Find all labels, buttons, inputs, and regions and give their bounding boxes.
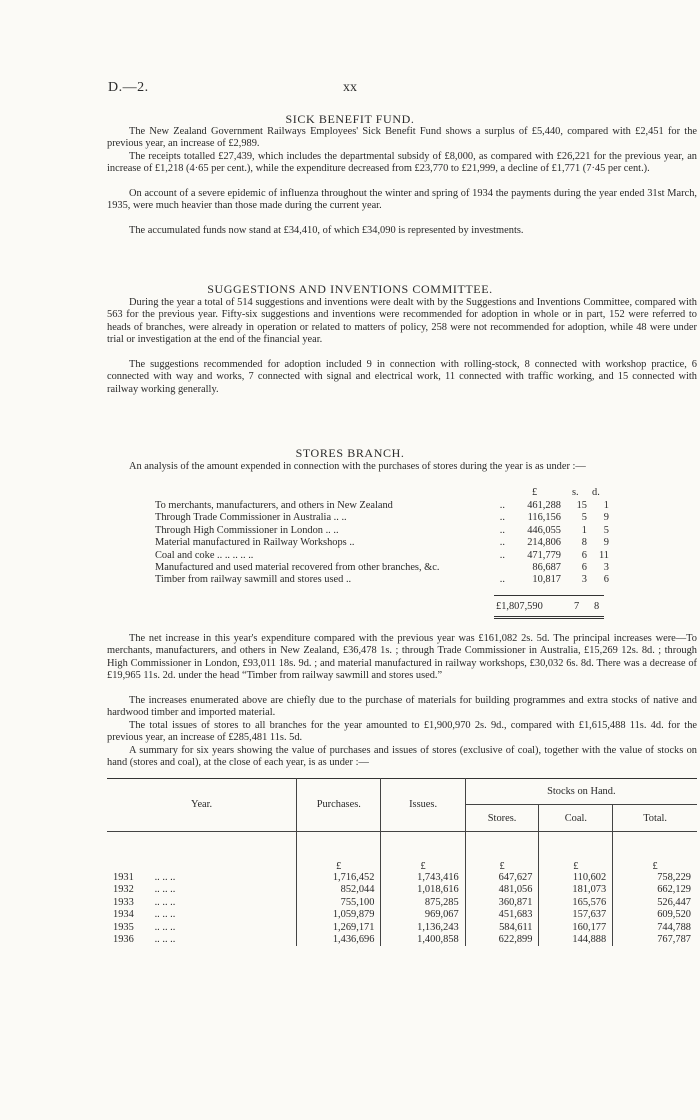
stores-row-leader: .. xyxy=(499,500,505,511)
year-header: Year. xyxy=(190,799,213,810)
coal-cell: 181,073 xyxy=(539,884,613,896)
stores-row-pounds: 446,055 xyxy=(527,524,561,536)
total-cell: 744,788 xyxy=(613,922,697,934)
stores-heading: STORES BRANCH. xyxy=(295,446,405,460)
coal-cell: 110,602 xyxy=(539,872,613,884)
total-rule-bottom-1 xyxy=(494,616,604,617)
purchases-header: Purchases. xyxy=(297,778,381,832)
table-row xyxy=(107,884,697,896)
stores-row-shillings: 15 xyxy=(576,500,587,511)
stores-row-shillings: 8 xyxy=(581,537,587,549)
stores-row-pence: 6 xyxy=(603,574,609,586)
page-number: xx xyxy=(343,80,357,95)
coal-cell: 160,177 xyxy=(539,922,613,934)
stores-cell: 622,899 xyxy=(465,934,539,946)
stores-row xyxy=(155,574,609,586)
table-row xyxy=(107,897,697,909)
stores-cell: 481,056 xyxy=(465,884,539,896)
year-cell: 1933 .. .. .. xyxy=(113,896,176,908)
table-row xyxy=(107,922,697,934)
stores-row-shillings: 3 xyxy=(581,574,587,586)
unit-cell: £ xyxy=(381,832,465,873)
table-row xyxy=(107,872,697,884)
stores-row-pounds: 461,288 xyxy=(527,500,561,511)
total-cell: 758,229 xyxy=(613,872,697,884)
stores-row-pence: 1 xyxy=(603,500,609,511)
stores-row-label: Through Trade Commissioner in Australia .. .. xyxy=(155,512,347,524)
purchases-cell: 1,059,879 xyxy=(297,909,381,921)
total-rule-bottom-2 xyxy=(494,618,604,619)
suggestions-paragraph: The suggestions recommended for adoption included 9 in connection with rolling-stock, 8 connected with workshop practice, 6 connected with way and works, 7 connected with signal and electrical work, 11 connected with traffic working, and 15 connected with railway working generally. xyxy=(107,359,697,395)
issues-cell: 1,743,416 xyxy=(381,872,465,884)
stores-row xyxy=(155,512,609,524)
stores-cell: 647,627 xyxy=(465,872,539,884)
issues-cell: 875,285 xyxy=(381,897,465,909)
unit-cell: £ xyxy=(297,832,381,873)
issues-cell: 969,067 xyxy=(381,909,465,921)
sick-benefit-paragraph: The New Zealand Government Railways Employees' Sick Benefit Fund shows a surplus of £5,440, compared with £2,451 for the previous year, an increase of £2,989. xyxy=(107,126,697,150)
stores-row-leader: .. xyxy=(499,537,505,549)
stores-row-shillings: 6 xyxy=(581,561,587,573)
year-cell: 1934 .. .. .. xyxy=(113,909,176,921)
stores-intro: An analysis of the amount expended in connection with the purchases of stores during the year is as under :— xyxy=(129,461,586,472)
total-rule-top xyxy=(494,595,604,596)
purchases-cell: 1,269,171 xyxy=(297,922,381,934)
stores-row-pence: 3 xyxy=(603,561,609,573)
stores-row-pounds: 116,156 xyxy=(527,512,561,524)
total-cell: 609,520 xyxy=(613,909,697,921)
stores-row-label: Through High Commissioner in London .. .. xyxy=(155,524,339,536)
total-cell: 662,129 xyxy=(613,884,697,896)
stores-row xyxy=(155,537,609,549)
table-row xyxy=(107,909,697,921)
sick-benefit-paragraph: The accumulated funds now stand at £34,410, of which £34,090 is represented by investments. xyxy=(129,225,524,236)
total-cell: 526,447 xyxy=(613,897,697,909)
unit-cell: £ xyxy=(613,832,697,873)
stores-paragraph: The increases enumerated above are chiefly due to the purchase of materials for building programmes and extra stocks of native and hardwood timber and imported material. xyxy=(107,695,697,719)
suggestions-heading: SUGGESTIONS AND INVENTIONS COMMITTEE. xyxy=(207,282,493,296)
stores-header: Stores. xyxy=(465,805,539,832)
table-row xyxy=(107,934,697,946)
stores-row-label: Coal and coke .. .. .. .. .. xyxy=(155,549,254,561)
issues-header: Issues. xyxy=(381,778,465,832)
coal-cell: 144,888 xyxy=(539,934,613,946)
stores-paragraph: The net increase in this year's expenditure compared with the previous year was £161,082 2s. 5d. The principal increases were—To merchants, manufacturers, and others in New Zealand, £36,478 1s. ; through Trade Commissioner in Australia, £15,269 12s. 8d. ; through High Commissioner in London, £93,011 18s. 9d. ; and material manufactured in railway workshops, £30,032 6s. 8d. There was a decrease of £19,965 11s. 2d. under the head “Timber from railway sawmill and stores used.” xyxy=(107,633,697,682)
stocks-on-hand-header: Stocks on Hand. xyxy=(465,778,697,805)
total-header: Total. xyxy=(613,805,697,832)
unit-cell-blank xyxy=(107,832,297,873)
purchases-cell: 1,436,696 xyxy=(297,934,381,946)
stores-total-pounds: £1,807,590 xyxy=(496,601,543,612)
stores-row-pounds: 471,779 xyxy=(527,549,561,561)
coal-cell: 157,637 xyxy=(539,909,613,921)
stores-summary-table xyxy=(107,778,697,946)
year-cell: 1936 .. .. .. xyxy=(113,934,176,946)
stores-row-pence: 9 xyxy=(603,537,609,549)
unit-cell: £ xyxy=(465,832,539,873)
stores-row-shillings: 6 xyxy=(581,549,587,561)
stores-row xyxy=(155,561,609,574)
purchases-cell: 755,100 xyxy=(297,897,381,909)
coal-cell: 165,576 xyxy=(539,897,613,909)
stores-row-shillings: 1 xyxy=(581,524,587,536)
stores-row-pounds: 214,806 xyxy=(527,537,561,549)
year-cell: 1932 .. .. .. xyxy=(113,884,176,896)
stores-cell: 360,871 xyxy=(465,897,539,909)
stores-cell: 451,683 xyxy=(465,909,539,921)
stores-row-leader: .. xyxy=(499,524,505,536)
unit-cell: £ xyxy=(539,832,613,873)
issues-cell: 1,136,243 xyxy=(381,922,465,934)
stores-paragraph: The total issues of stores to all branches for the year amounted to £1,900,970 2s. 9d., compared with £1,615,488 11s. 4d. for the previous year, an increase of £285,481 11s. 5d. xyxy=(107,720,697,744)
stores-row-shillings: 5 xyxy=(581,512,587,524)
issues-cell: 1,018,616 xyxy=(381,884,465,896)
stores-row-label: To merchants, manufacturers, and others in New Zealand xyxy=(155,500,393,511)
shillings-column-head: s. xyxy=(572,487,579,498)
stores-expenditure-list xyxy=(155,500,609,587)
stores-row-pounds: 86,687 xyxy=(532,561,561,573)
stores-row-pence: 11 xyxy=(598,549,609,561)
stores-row-label: Manufactured and used material recovered from other branches, &c. xyxy=(155,561,440,573)
total-cell: 767,787 xyxy=(613,934,697,946)
year-cell: 1935 .. .. .. xyxy=(113,921,176,933)
stores-row xyxy=(155,524,609,537)
stores-row-pounds: 10,817 xyxy=(532,574,561,586)
stores-row-leader: .. xyxy=(499,549,505,561)
issues-cell: 1,400,858 xyxy=(381,934,465,946)
purchases-cell: 852,044 xyxy=(297,884,381,896)
stores-row-label: Timber from railway sawmill and stores used .. xyxy=(155,574,352,586)
stores-row-leader: .. xyxy=(499,574,505,586)
coal-header: Coal. xyxy=(539,805,613,832)
sick-benefit-paragraph: The receipts totalled £27,439, which includes the departmental subsidy of £8,000, as compared with £26,221 for the previous year, an increase of £1,218 (4·65 per cent.), while the expenditure decreased from £23,770 to £21,999, a decline of £1,771 (7·45 per cent.). xyxy=(107,151,697,175)
purchases-cell: 1,716,452 xyxy=(297,872,381,884)
sick-benefit-paragraph: On account of a severe epidemic of influenza throughout the winter and spring of 1934 the payments during the year ended 31st March, 1935, were much heavier than those made during the current year. xyxy=(107,188,697,212)
stores-paragraph: A summary for six years showing the value of purchases and issues of stores (exclusive of coal), together with the value of stocks on hand (stores and coal), at the close of each year, is as under :— xyxy=(107,745,697,769)
pounds-column-head: £ xyxy=(532,487,538,498)
stores-total-pence: 8 xyxy=(594,601,600,612)
sick-benefit-heading: SICK BENEFIT FUND. xyxy=(285,112,415,126)
stores-row-leader: .. xyxy=(499,512,505,524)
stores-row-pence: 5 xyxy=(603,524,609,536)
year-cell: 1931 .. .. .. xyxy=(113,872,176,883)
stores-row xyxy=(155,500,609,512)
stores-cell: 584,611 xyxy=(465,922,539,934)
stores-row xyxy=(155,549,609,562)
stores-row-pence: 9 xyxy=(603,512,609,524)
stores-row-label: Material manufactured in Railway Workshops .. xyxy=(155,537,355,549)
pence-column-head: d. xyxy=(592,487,600,498)
document-id: D.—2. xyxy=(108,80,149,95)
stores-total-shillings: 7 xyxy=(574,601,580,612)
suggestions-paragraph: During the year a total of 514 suggestions and inventions were dealt with by the Suggestions and Inventions Committee, compared with 563 for the previous year. Fifty-six suggestions and inventions were recommended for adoption in whole or in part, 152 were referred to heads of branches, were already in operation or related to matters of policy, 258 were not recommended for adoption, while 48 were under trial or investigation at the end of the financial year. xyxy=(107,297,697,346)
